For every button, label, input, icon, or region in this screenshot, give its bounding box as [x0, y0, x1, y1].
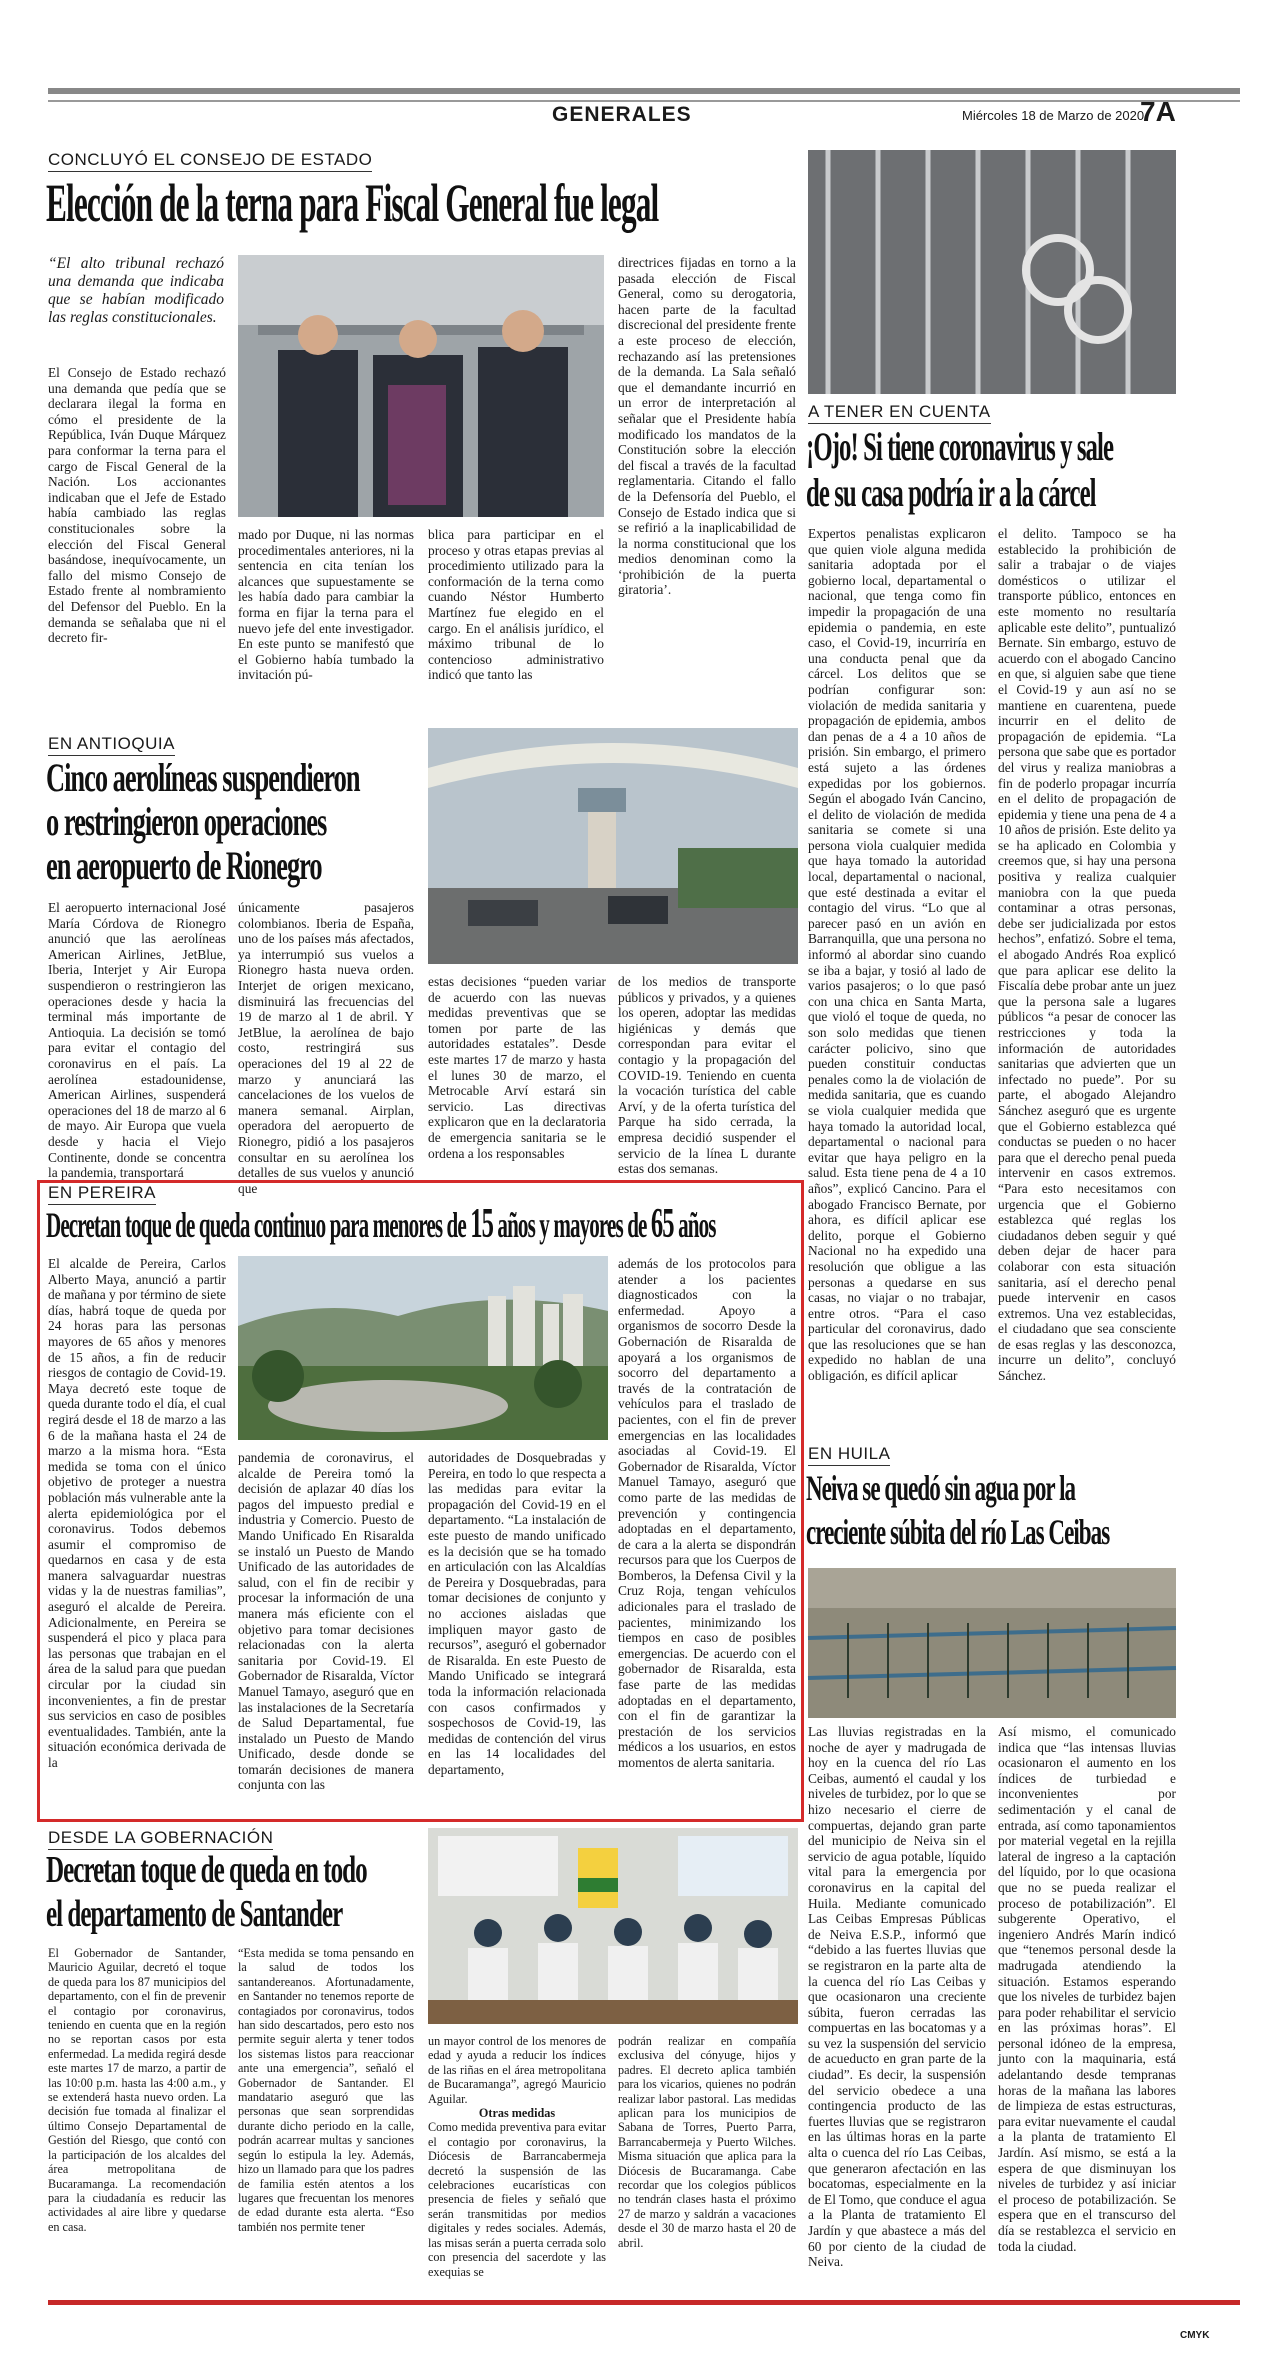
photo-handcuffs: [808, 150, 1176, 394]
headline-line: Cinco aerolíneas suspendieron: [46, 755, 360, 800]
kicker: EN PEREIRA: [48, 1183, 156, 1205]
article-column: Las lluvias registradas en la noche de ayer y madrugada de hoy en la cuenca del río Las Ceibas, aumentó el caudal y los niveles de turbidez, por lo que se hizo necesario el cierre de compuertas, dejando gran parte del municipio de Neiva sin el servicio de agua potable, líquido vital para la emergencia por coronavirus en la capital del Huila. Mediante comunicado Las Ceibas Empresas Públicas de Neiva E.S.P., informó que “debido a las fuertes lluvias que se registraron en la parte alta de la cuenca del río Las Ceibas y que ocasionaron una creciente súbita, fueron cerradas las compuertas en las bocatomas y a su vez la suspensión del servicio de acueducto en gran parte de la ciudad”. Es decir, la suspensión del servicio obedece a una contingencia producto de las fuertes lluvias que se registraron en las últimas horas en la parte alta o cuenca del río Las Ceibas, que generaron afectación en las bocatomas, especialmente en la de El Tomo, que conduce el agua a la Planta de tratamiento El Jardín y que abastece a más del 60 por ciento de la ciudad de Neiva.: [808, 1724, 986, 2270]
section-title: GENERALES: [552, 103, 692, 126]
article-column: únicamente pasajeros colombianos. Iberia de España, uno de los países más afectados, ya interrumpió sus vuelos a Rionegro hasta nueva orden. Interjet de origen mexicano, disminuirá las frecuencias del 19 de marzo al 1 de abril. Y JetBlue, la aerolínea de bajo costo, restringirá sus operaciones del 19 al 22 de marzo y anunciará las cancelaciones de los vuelos de manera semanal. Airplan, operadora del aeropuerto de Rionegro, pidió a los pasajeros consultar en su aerolínea los detalles de sus vuelos y anunció que: [238, 900, 414, 1196]
article-column: Expertos penalistas explicaron que quien viole alguna medida sanitaria adoptada por el gobierno local, departamental o nacional, que tenga como fin impedir la propagación de una epidemia o pandemia, en este caso, el Covid-19, incurriría en una conducta penal que da cárcel. Los delitos que se podrían configurar son: violación de medida sanitaria y propagación de epidemia, ambos dan penas de a 4 a 10 años de prisión. Sin embargo, el primero está sujeto a las órdenes expedidas por los gobiernos. Según el abogado Iván Cancino, el delito de violación de medida sanitaria se comete si una persona viola cualquier medida que haya tomado la autoridad local, departamental o nacional, que esté destinada a evitar el contagio del virus. “Lo que al parecer pasó en un avión en Barranquilla, que una persona no informó al abordar sino cuando se iba a bajar, y tosió al lado de varios pasajeros; o lo que pasó con una chica en Santa Marta, que violó el toque de queda, no son solo medidas que tienen carácter policivo, sino que pueden constituir conductas penales como la de violación de medida sanitaria, que es cuando se viola cualquier medida que haya tomado la autoridad local, departamental o nacional para evitar que haya peligro en la salud. Esta tiene pena de 4 a 10 años”, explicó Cancino. Para el abogado Francisco Bernate, por ahora, es difícil aplicar ese delito, porque el Gobierno Nacional no ha expedido una resolución que obligue a las personas a quedarse en sus casas, no viajar o no trabajar, entre otros. “Para el caso particular del coronavirus, dado que las resoluciones que se han expedido no hablan de una obligación, es difícil aplicar: [808, 526, 986, 1384]
article-column: mado por Duque, ni las normas procedimentales anteriores, ni la sentencia en cita tenían los alcances que supuestamente se les había dado para cambiar la forma en fijar la terna para el nuevo jefe del ente investigador. En este punto se manifestó que el Gobierno había tumbado la invitación pú-: [238, 527, 414, 683]
article-column: El Gobernador de Santander, Mauricio Aguilar, decretó el toque de queda para los 87 municipios del departamento, con el fin de prevenir el contagio por coronavirus, teniendo en cuenta que en la región no se reportan casos por esta enfermedad. La medida regirá desde este martes 17 de marzo, a partir de las 10:00 p.m. hasta las 4:00 a.m., y se extenderá hasta nuevo orden. La decisión fue tomada al finalizar el último Consejo Departamental de Gestión del Riesgo, que contó con la participación de los alcaldes del área metropolitana de Bucaramanga. La recomendación para la ciudadanía es reducir las actividades al aire libre y quedarse en casa.: [48, 1946, 226, 2234]
article-column: estas decisiones “pueden variar de acuerdo con las nuevas medidas preventivas que se tomen por parte de las autoridades estatales”. Desde este martes 17 de marzo y hasta el lunes 30 de marzo, el Metrocable Arví estará sin servicio. Las directivas explicaron que en la declaratoria de emergencia sanitaria se le ordena a los responsables: [428, 974, 606, 1161]
subhead: Otras medidas: [478, 2106, 556, 2121]
kicker: DESDE LA GOBERNACIÓN: [48, 1828, 273, 1850]
kicker: CONCLUYÓ EL CONSEJO DE ESTADO: [48, 150, 372, 172]
lead-paragraph: “El alto tribunal rechazó una demanda que indicaba que se habían modificado las reglas constitucionales.: [48, 255, 224, 326]
article-column: “Esta medida se toma pensando en la salud de todos los santandereanos. Afortunadamente, en Santander no tenemos reporte de contagiados por coronavirus, todos han sido descartados, pero esto nos permite seguir alerta y tener todos los sistemas listos para reaccionar ante una emergencia”, señaló el Gobernador de Santander. El mandatario aseguró que las personas que sean sorprendidas durante dicho periodo en la calle, podrán acarrear multas y sanciones según lo estipula la ley. Además, hizo un llamado para que los padres de familia estén atentos a los lugares que frecuentan los menores de edad durante esta alerta. “Eso también nos permite tener: [238, 1946, 414, 2234]
article-column: Así mismo, el comunicado indica que “las intensas lluvias ocasionaron el aumento en los índices de turbiedad e inconvenientes por sedimentación y el canal de entrada, así como taponamientos por material vegetal en la rejilla lateral de ingreso a la captación del líquido, por lo que ocasiona que no se pueda realizar el proceso de potabilización”. El subgerente Operativo, el ingeniero Andrés Marín indicó que “tenemos personal desde la madrugada atendiendo la situación. Estamos esperando que los niveles de turbidez bajen para poder rehabilitar el servicio en las próximas horas”. El personal idóneo de la empresa, junto con la maquinaria, está adelantando desde tempranas horas de la mañana las labores de limpieza de estas estructuras, para evitar nuevamente el caudal a la planta de tratamiento El Jardín. Así mismo, se está a la espera de que disminuyan los niveles de turbidez y así iniciar el proceso de potabilización. Se espera que en el transcurso del día se restablezca el servicio en toda la ciudad.: [998, 1724, 1176, 2254]
article-column: además de los protocolos para atender a los pacientes diagnosticados con la enfermedad. Apoyo a organismos de socorro Desde la Gobernación de Risaralda de apoyará a los organismos de socorro del departamento a través de la contratación de vehículos para el traslado de pacientes, con el fin de prever emergencias en las localidades asociadas al Covid-19. El Gobernador de Risaralda, Víctor Manuel Tamayo, aseguró que como parte de las medidas de prevención y contingencia adoptadas en el departamento, de cara a la alerta se dispondrán recursos para que los Cuerpos de Bomberos, la Defensa Civil y la Cruz Roja, tengan vehículos adicionales para el traslado de pacientes, minimizando los tiempos en caso de posibles emergencias. De acuerdo con el gobernador de Risaralda, esta fase parte de las medidas adoptadas en el departamento, con el fin de garantizar la prestación de los servicios médicos a los usuarios, en estos momentos de alerta sanitaria.: [618, 1256, 796, 1770]
photo-river-grate: [808, 1568, 1176, 1718]
headline-line: o restringieron operaciones: [46, 799, 327, 844]
article-column: directrices fijadas en torno a la pasada elección de Fiscal General, como su derogatoria, hacen parte de la facultad discrecional del presidente frente a este proceso de elección, rechazando así las pretensiones de la demanda. La Sala señaló que el demandante incurrió en un error de interpretación al señalar que el Presidente había modificado los mandatos de la Constitución sobre la elección del fiscal a través de la facultad reglamentaria. Citando el fallo de la Defensoría del Pueblo, el Consejo de Estado indica que si se refirió a la inaplicabilidad de la norma constitucional que los medios denominan como la ‘prohibición de la puerta giratoria’.: [618, 255, 796, 598]
article-column: El Consejo de Estado rechazó una demanda que pedía que se declarara ilegal la forma en cómo el presidente de la República, Iván Duque Márquez para conformar la terna para el cargo de Fiscal General de la Nación. Los accionantes indicaban que el Jefe de Estado había cambiado las reglas constitucionales sobre la elección del Fiscal General basándose, inequívocamente, un fallo del mismo Consejo de Estado frente al nombramiento del Defensor del Pueblo. En la demanda se señalaba que ni el decreto fir-: [48, 365, 226, 646]
kicker: EN HUILA: [808, 1444, 890, 1466]
article-column: un mayor control de los menores de edad y ayuda a reducir los índices de las riñas en el área metropolitana de Bucaramanga”, agregó Mauricio Aguilar. Otras medidas Como medida preventiva para evitar el contagio por coronavirus, la Diócesis de Barrancabermeja decretó la suspensión de las celebraciones eucarísticas con presencia de fieles y señaló que serán transmitidas por medios digitales y redes sociales. Además, las misas serán a puerta cerrada solo con presencia del sacerdote y las exequias se: [428, 2034, 607, 2279]
headline-line: Decretan toque de queda en todo: [46, 1849, 367, 1891]
article-column: El alcalde de Pereira, Carlos Alberto Maya, anunció a partir de mañana y por término de siete días, habrá toque de queda por 24 horas para las personas mayores de 65 años y menores de 15 años, a fin de reducir riesgos de contagio de Covid-19. Maya decretó este toque de queda durante todo el día, el cual regirá desde el 18 de marzo a las 6 de la mañana hasta el 24 de marzo a la misma hora. “Esta medida se toma con el único objetivo de proteger a nuestra población más vulnerable ante la alerta epidemiológica por el coronavirus. Todos debemos asumir el compromiso de quedarnos en casa y de esta manera salvaguardar nuestras vidas y la de nuestras familias”, aseguró el alcalde de Pereira. Adicionalmente, en Pereira se suspenderá el pico y placa para las personas que trabajan en el área de la salud para que puedan circular por la ciudad sin inconvenientes, a fin de prestar sus servicios en caso de posibles eventualidades. También, ante la situación económica derivada de la: [48, 1256, 226, 1770]
bottom-rule: [48, 2300, 1240, 2305]
headline-line: Neiva se quedó sin agua por la: [806, 1468, 1076, 1508]
top-rule: [48, 88, 1240, 94]
page-number: 7A: [1140, 96, 1176, 127]
kicker: A TENER EN CUENTA: [808, 402, 991, 424]
headline-line: en aeropuerto de Rionegro: [46, 843, 322, 888]
article-column: de los medios de transporte públicos y privados, y a quienes los operen, adoptar las medidas higiénicas y demás que correspondan para evitar el contagio y la propagación del COVID-19. Teniendo en cuenta la vocación turística del cable Arví, y de la oferta turística del Parque ha sido cerrada, la empresa decidió suspender el servicio de la línea L durante estas dos semanas.: [618, 974, 796, 1177]
photo-pereira-city: [238, 1256, 608, 1440]
photo-airport: [428, 728, 798, 964]
dateline: Miércoles 18 de Marzo de 2020: [962, 108, 1145, 123]
article-column: pandemia de coronavirus, el alcalde de Pereira tomó la decisión de aplazar 40 días los pagos del impuesto predial e industria y Comercio. Puesto de Mando Unificado En Risaralda se instaló un Puesto de Mando Unificado de las autoridades de salud, con el fin de recibir y procesar la información de una manera más eficiente con el objetivo para tomar decisiones relacionadas con la alerta sanitaria por Covid-19. El Gobernador de Risaralda, Víctor Manuel Tamayo, aseguró que en las instalaciones de la Secretaría de Salud Departamental, fue instalado un Puesto de Mando Unificado, desde donde se tomarán decisiones de manera conjunta con las: [238, 1450, 414, 1793]
headline-line: de su casa podría ir a la cárcel: [806, 470, 1096, 515]
headline-line: ¡Ojo! Si tiene coronavirus y sale: [806, 424, 1114, 469]
article-column: El aeropuerto internacional José María Córdova de Rionegro anunció que las aerolíneas American Airlines, JetBlue, Iberia, Interjet y Air Europa suspendieron o restringieron las operaciones desde y hacia la terminal más importante de Antioquia. La decisión se tomó para evitar el contagio del coronavirus en el país. La aerolínea estadounidense, American Airlines, suspenderá operaciones del 18 de marzo al 6 de mayo. Air Europa que vuela desde y hacia el Viejo Continente, donde se concentra la pandemia, transportará: [48, 900, 226, 1181]
print-mark: CMYK: [1180, 2330, 1210, 2341]
article-column: el delito. Tampoco se ha establecido la prohibición de salir a trabajar o de viajes domésticos o utilizar el transporte público, entonces en este momento no resultaría aplicable este delito”, puntualizó Bernate. Sin embargo, estuvo de acuerdo con el abogado Cancino en que, si alguien sabe que tiene el Covid-19 y aun así no se mantiene en cuarentena, puede incurrir en el delito de propagación de epidemia. “La persona que sabe que es portador del virus y realiza maniobras a fin de poderlo propagar incurría en el delito de propagación de epidemia y tiene una pena de 4 a 10 años de prisión. Este delito ya se ha aplicado en Colombia y creemos que, si hay una persona positiva y realiza cualquier maniobra con la que pueda contaminar a otras personas, debe ser judicializada por estos hechos”, enfatizó. Sobre el tema, el abogado Andrés Roa explicó que para aplicar ese delito la Fiscalía debe probar ante un juez que la persona sale a lugares públicos “a pesar de conocer las restricciones y toda la información de autoridades sanitarias que advierten que un infectado no puede”. Por su parte, el abogado Alejandro Sánchez aseguró que es urgente que el Gobierno establezca qué conductas se pueden o no hacer para que el derecho penal pueda intervenir en casos extremos. “Para esto necesitamos con urgencia que el Gobierno establezca qué reglas los ciudadanos deben seguir y qué deben dejar de hacer para colaborar con esta situación sanitaria, así el derecho penal puede intervenir en casos extremos. Una vez establecidas, el ciudadano que sea consciente de esas reglas y las desconozca, incurre un delito”, concluyó Sánchez.: [998, 526, 1176, 1384]
headline-line: el departamento de Santander: [46, 1893, 343, 1935]
article-column: autoridades de Dosquebradas y Pereira, en todo lo que respecta a las medidas para evitar la propagación del Covid-19 en el departamento. “La instalación de este puesto de mando unificado es la decisión que se ha tomado en articulación con las Alcaldías de Pereira y Dosquebradas, para tomar decisiones de conjunto y no acciones aisladas que impliquen mayor gasto de recursos”, aseguró el gobernador de Risaralda. En este Puesto de Mando Unificado se integrará toda la información relacionada con casos confirmados y sospechosos de Covid-19, las medidas de contención del virus en las 14 localidades del departamento,: [428, 1450, 606, 1777]
photo-fiscal-terna: [238, 255, 604, 517]
article-column: blica para participar en el proceso y otras etapas previas al procedimiento utilizado para la conformación de la terna como cuando Néstor Humberto Martínez fue elegido en el cargo. En el análisis jurídico, el máximo tribunal de lo contencioso administrativo indicó que tanto las: [428, 527, 604, 683]
article-column: podrán realizar en compañía exclusiva del cónyuge, hijos y padres. El decreto aplica también para los vicarios, quienes no podrán realizar labor pastoral. Las medidas aplican para los municipios de Sabana de Torres, Puerto Parra, Barrancabermeja y Puerto Wilches. Misma situación que aplica para la Diócesis de Bucaramanga. Cabe recordar que los colegios públicos no tendrán clases hasta el próximo 27 de marzo y saldrán a vacaciones desde el 30 de marzo hasta el 20 de abril.: [618, 2034, 796, 2250]
headline: Decretan toque de queda continuo para menores de 15 años y mayores de 65 años: [46, 1201, 716, 1247]
headline: Elección de la terna para Fiscal General fue legal: [46, 173, 659, 233]
kicker: EN ANTIOQUIA: [48, 734, 175, 756]
photo-santander-meeting: [428, 1828, 798, 2024]
top-rule-thin: [48, 100, 1240, 102]
headline-line: creciente súbita del río Las Ceibas: [806, 1512, 1110, 1552]
